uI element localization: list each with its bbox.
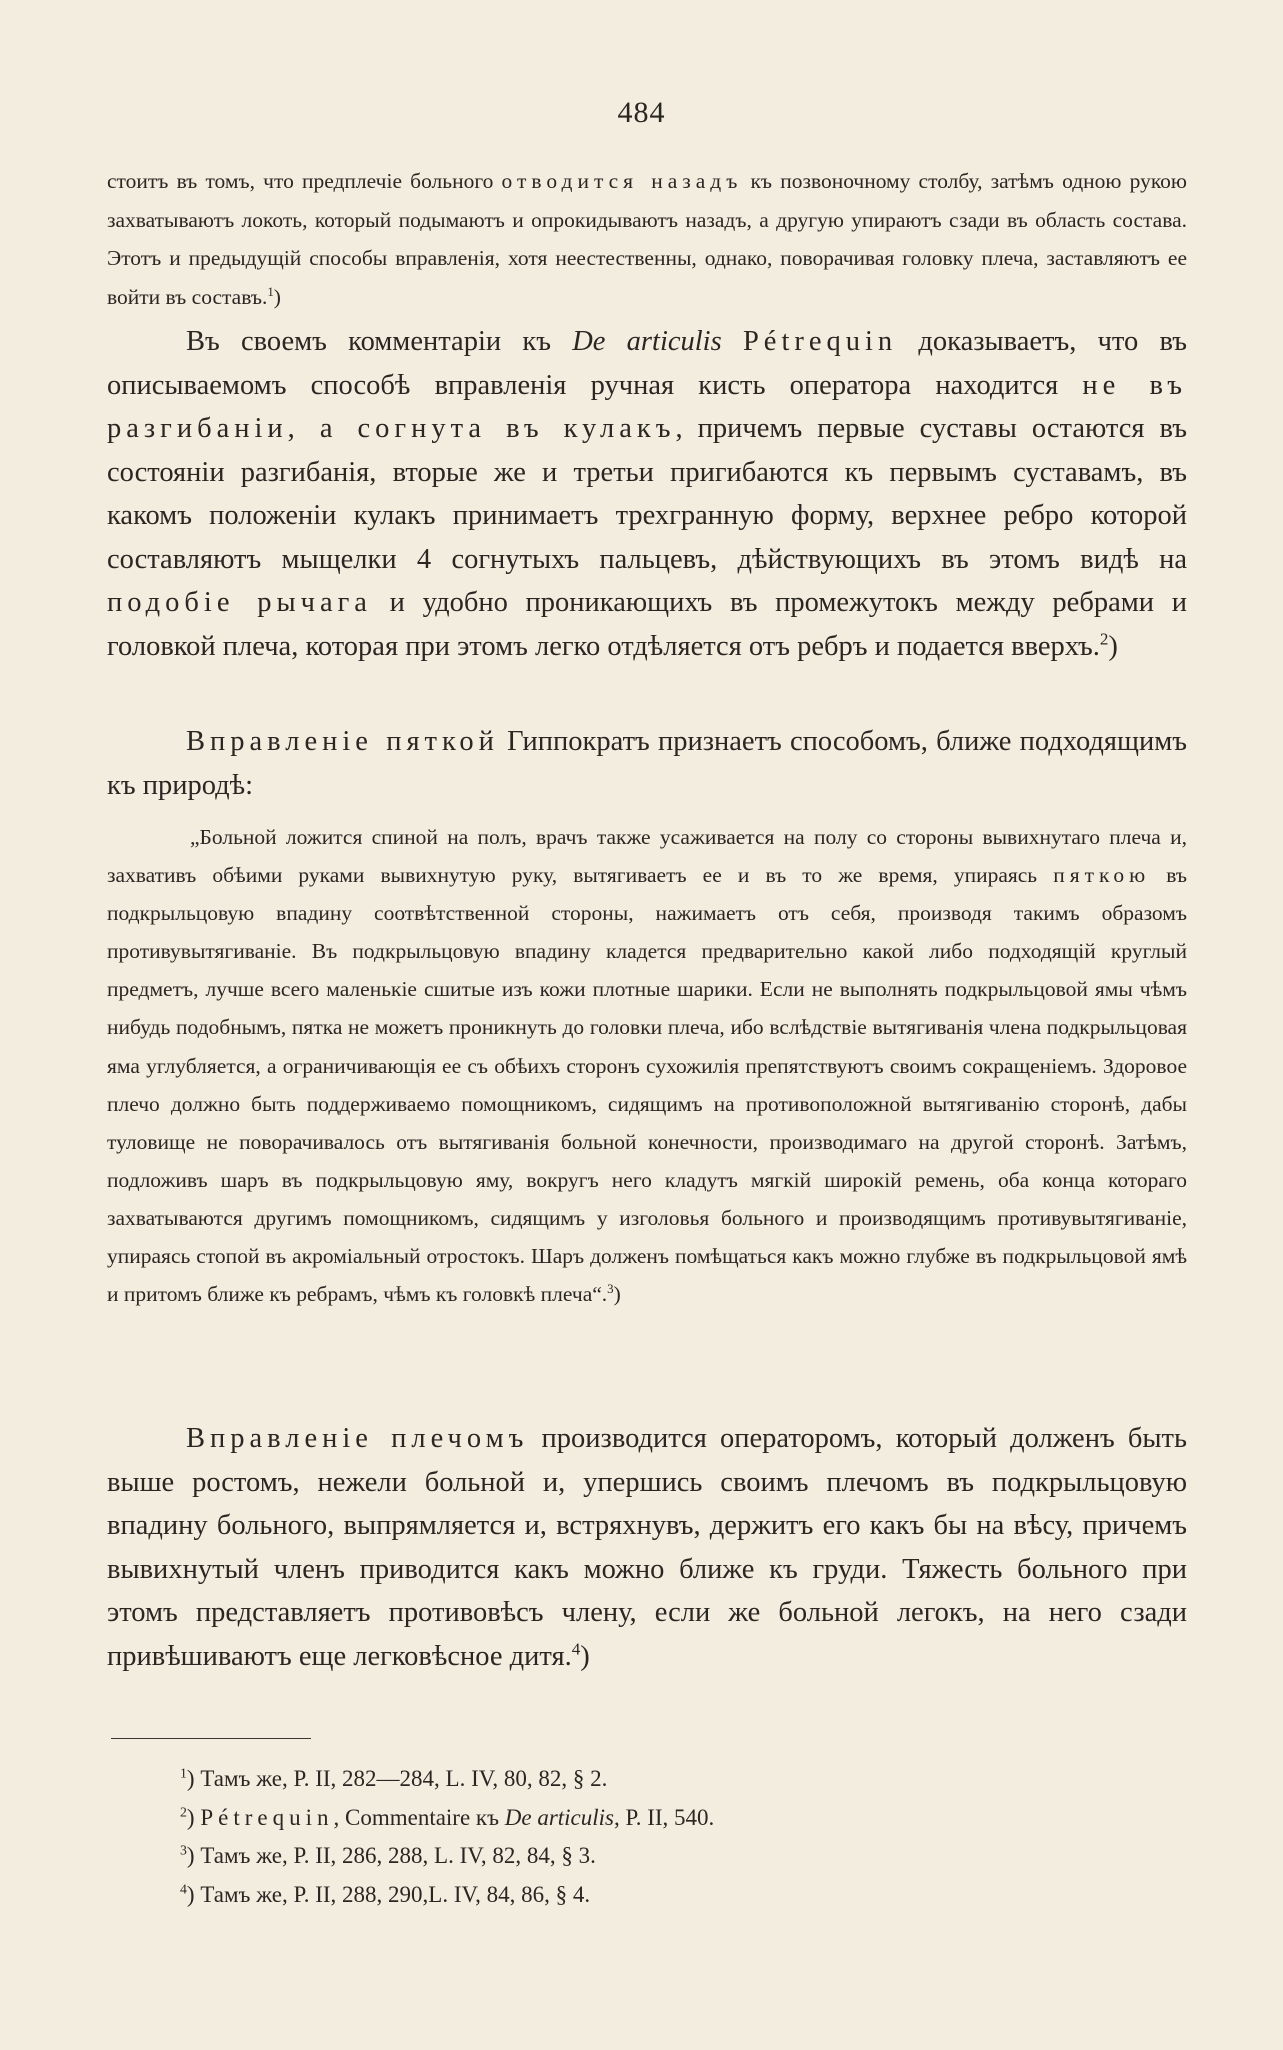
- footnote-text: ) Тамъ же, P. II, 288, 290,L. IV, 84, 86, § 4.: [186, 1881, 591, 1907]
- footnote-mark: 2: [180, 1803, 187, 1819]
- author-name: Pétrequin: [742, 326, 898, 357]
- work-title: De articulis: [572, 326, 722, 357]
- paragraph-text: , причемъ первые суставы остаются въ состояніи разгибанія, вторые же и третьи пригибаются къ первымъ суставамъ, въ какомъ положеніи кулакъ принимаетъ трехгранную форму, верхнее ребро которой составляютъ мыщелки 4 согнутыхъ пальцевъ, дѣйствующихъ въ этомъ видѣ на: [107, 413, 1187, 575]
- footnote-mark: 4: [180, 1880, 187, 1896]
- footnote-reference: 2: [1099, 629, 1109, 648]
- footnote-reference: 4: [571, 1639, 581, 1658]
- paragraph-text: и удобно проникающихъ въ промежутокъ между ребрами и головкой плеча, которая при этомъ легко отдѣляется отъ ребръ и подается вверхъ.: [107, 587, 1187, 662]
- quotation-text: „Больной ложится спиной на полъ, врачъ также усаживается на полу со стороны вывихнутаго плеча и, захвативъ обѣими руками вывихнутую руку, вытягиваетъ ее и въ то же время, упираясь: [107, 825, 1187, 888]
- paragraph-shoulder-method: Вправленіе плечомъ производится операторомъ, который долженъ быть выше ростомъ, нежели больной и, упершись своимъ плечомъ въ подкрыльцовую впадину больного, выпрямляется и, встряхнувъ, держитъ его какъ бы на вѣсу, причемъ вывихнутый членъ приводится какъ можно ближе къ груди. Тяжесть больного при этомъ представляетъ противовѣсъ члену, если же больной легокъ, на него сзади привѣшиваютъ еще легковѣсное дитя.$^4$): [107, 1423, 1187, 1672]
- paragraph-heel-method: [107, 720, 1187, 807]
- footnote-reference: 1: [267, 284, 274, 299]
- footnote-text: , Commentaire къ: [333, 1804, 505, 1830]
- footnote-text: ) Тамъ же, P. II, 282—284, L. IV, 80, 82, § 2.: [186, 1766, 608, 1791]
- author-name: Pétrequin: [200, 1804, 334, 1830]
- paragraph-text: Въ своемъ комментаріи къ: [186, 326, 573, 357]
- paragraph-petrequin: Въ своемъ комментаріи къ De articulis Pétrequin доказываетъ, что въ описываемомъ способѣ вправленія ручная кисть оператора находится не въ разгибаніи, а согнута въ кулакъ, причемъ первые суставы остаются въ состояніи разгибанія, вторые же и третьи пригибаются къ первымъ суставамъ, въ какомъ положеніи кулакъ принимаетъ трехгранную форму, верхнее ребро которой составляютъ мыщелки 4 согнутыхъ пальцевъ, дѣйствующихъ въ этомъ видѣ на подобіе рычага и удобно проникающихъ въ промежутокъ между ребрами и головкой плеча, которая при этомъ легко отдѣляется отъ ребръ и подается вверхъ.$^2$): [107, 326, 1188, 662]
- footnote-mark: 3: [180, 1842, 187, 1858]
- quotation-text: въ подкрыльцовую впадину соотвѣтственной стороны, нажимаетъ отъ себя, производя такимъ образомъ противувытягиваніе. Въ подкрыльцовую впадину кладется предварительно какой либо подходящій круглый предметъ, лучше всего маленькіе сшитые изъ кожи плотные шарики. Если не выполнять подкрыльцовой ямы чѣмъ нибудь подобнымъ, пятка не можетъ проникнуть до головки плеча, ибо вслѣдствіе вытягиванія члена подкрыльцовая яма углубляется, а ограничивающія ее съ обѣихъ сторонъ сухожилія препятствуютъ своимъ сокращеніемъ. Здоровое плечо должно быть поддерживаемо помощникомъ, сидящимъ на противоположной вытягиванію сторонѣ, дабы туловище не поворачивалось отъ вытягиванія больной конечности, производимаго на другой сторонѣ. Затѣмъ, подложивъ шаръ въ подкрыльцовую яму, вокругъ него кладутъ мягкій широкій ремень, оба конца котораго захватываются другимъ помощникомъ, сидящимъ у изголовья больного и производящимъ противувытягиваніе, упираясь стопой въ акроміальный отростокъ. Шаръ долженъ помѣщаться какъ можно глубже въ подкрыльцовой ямѣ и притомъ ближе къ ребрамъ, чѣмъ къ головкѣ плеча“.: [107, 863, 1188, 1307]
- paragraph-text: Гиппократъ признаетъ способомъ, ближе подходящимъ къ природѣ:: [107, 726, 1187, 801]
- work-title: De articulis: [504, 1804, 614, 1830]
- page-number: 484: [617, 96, 666, 129]
- footnote-text: , P. II, 540.: [614, 1804, 715, 1830]
- footnote-text: ) Тамъ же, P. II, 286, 288, L. IV, 82, 84, § 3.: [186, 1843, 596, 1868]
- block-quotation: „Больной ложится спиной на полъ, врачъ также усаживается на полу со стороны вывихнутаго плеча и, захвативъ обѣими руками вывихнутую руку, вытягиваетъ ее и въ то же время, упираясь пяткою въ подкрыльцовую впадину соотвѣтственной стороны, нажимаетъ отъ себя, производя такимъ образомъ противувытягиваніе. Въ подкрыльцовую впадину кладется предварительно какой либо подходящій круглый предметъ, лучше всего маленькіе сшитые изъ кожи плотные шарики. Если не выполнять подкрыльцовой ямы чѣмъ нибудь подобнымъ, пятка не можетъ проникнуть до головки плеча, ибо вслѣдствіе вытягиванія члена подкрыльцовая яма углубляется, а ограничивающія ее съ обѣихъ сторонъ сухожилія препятствуютъ своимъ сокращеніемъ. Здоровое плечо должно быть поддерживаемо помощникомъ, сидящимъ на противоположной вытягиванію сторонѣ, дабы туловище не поворачивалось отъ вытягиванія больной конечности, производимаго на другой сторонѣ. Затѣмъ, подложивъ шаръ въ подкрыльцовую яму, вокругъ него кладутъ мягкій широкій ремень, оба конца котораго захватываются другимъ помощникомъ, сидящимъ у изголовья больного и производящимъ противувытягиваніе, упираясь стопой въ акроміальный отростокъ. Шаръ долженъ помѣщаться какъ можно глубже въ подкрыльцовой ямѣ и притомъ ближе къ ребрамъ, чѣмъ къ головкѣ плеча“.$^3$): [107, 825, 1188, 1307]
- lead-text: стоитъ въ томъ, что предплечіе больного: [107, 169, 502, 193]
- continued-paragraph: [107, 162, 1187, 316]
- lead-text: къ позвоночному столбу, затѣмъ одною рукою захватываютъ локоть, который подымаютъ и опрокидываютъ назадъ, а другую упираютъ сзади въ область состава. Этотъ и предыдущій способы вправленія, хотя неестественны, однако, поворачивая головку плеча, заставляютъ ее войти въ составъ.: [107, 169, 1187, 309]
- footnote-divider: [111, 1738, 311, 1739]
- spaced-emphasis: Вправленіе плечомъ: [186, 1423, 529, 1454]
- spaced-emphasis: не въ разгибаніи, а согнута въ кулакъ: [107, 369, 1188, 444]
- footnote-mark: 1: [180, 1765, 187, 1781]
- spaced-emphasis: отводится назадъ: [501, 169, 743, 193]
- footnote-1: [180, 1760, 1080, 1799]
- footnote-reference: 3: [607, 1281, 614, 1296]
- footnote-4: [180, 1876, 1080, 1915]
- footnote-3: [180, 1837, 1080, 1876]
- spaced-emphasis: подобіе рычага: [107, 587, 372, 618]
- spaced-emphasis: Вправленіе пяткой: [186, 726, 499, 757]
- spaced-emphasis: пяткою: [1053, 863, 1151, 888]
- lead-text: ): [273, 284, 281, 309]
- footnotes: [180, 1760, 1080, 1914]
- paragraph-text: доказываетъ, что въ описываемомъ способѣ вправленія ручная кисть оператора находится: [107, 326, 1187, 401]
- paragraph-text: производится операторомъ, который долженъ быть выше ростомъ, нежели больной и, упершись своимъ плечомъ въ подкрыльцовую впадину больного, выпрямляется и, встряхнувъ, держитъ его какъ бы на вѣсу, причемъ вывихнутый членъ приводится какъ можно ближе къ груди. Тяжесть больного при этомъ представляетъ противовѣсъ члену, если же больной легокъ, на него сзади привѣшиваютъ еще легковѣсное дитя.: [107, 1423, 1187, 1672]
- footnote-2: $^2$) Pétrequin, Commentaire къ De articulis, P. II, 540.: [180, 1803, 715, 1830]
